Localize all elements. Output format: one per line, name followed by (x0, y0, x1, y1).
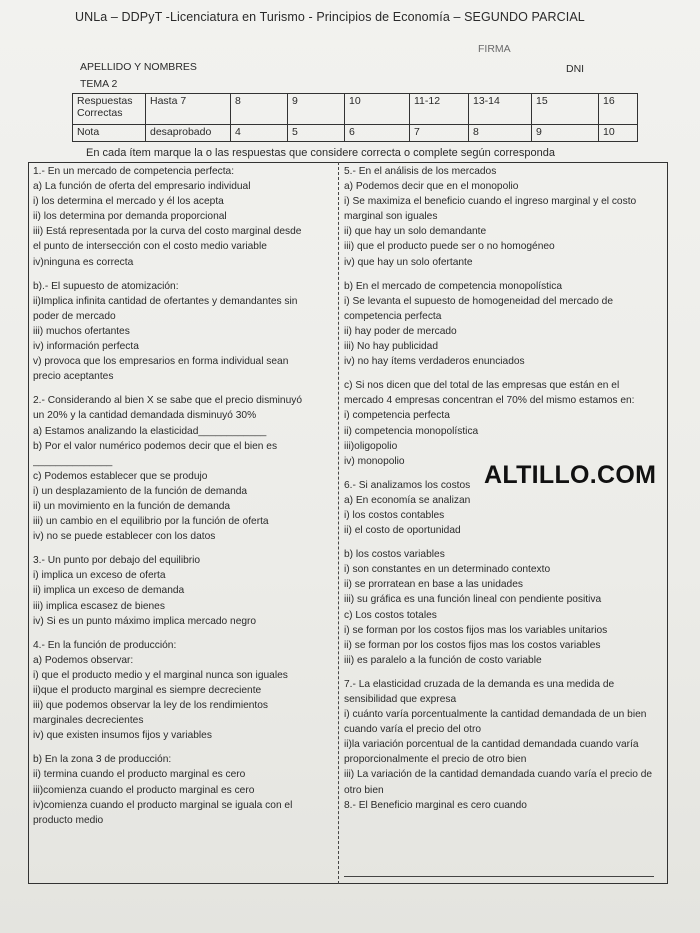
question-line: i) los costos contables (344, 509, 445, 521)
question-line: i) se forman por los costos fijos mas los variables unitarios (344, 624, 608, 636)
grades-cell: 10 (599, 125, 638, 142)
grades-cell: 8 (231, 94, 288, 125)
question-line: i) que el producto medio y el marginal nunca son iguales (33, 669, 288, 681)
question-line: c) Los costos totales (344, 609, 437, 621)
question-line: un 20% y la cantidad demandada disminuyó 30% (33, 410, 257, 422)
question-line: a) Estamos analizando la elasticidad____________ (33, 425, 267, 437)
question-line: otro bien (344, 784, 384, 796)
grades-cell: 5 (288, 125, 345, 142)
question-line: ii) el costo de oportunidad (344, 525, 461, 537)
grades-cell: 10 (345, 94, 410, 125)
dni-label: DNI (566, 63, 585, 75)
spacer (33, 384, 337, 393)
question-line: iii) que el producto puede ser o no homogéneo (344, 241, 555, 253)
grades-cell: desaprobado (146, 125, 231, 142)
spacer (344, 538, 662, 547)
question-line: ii) termina cuando el producto marginal es cero (33, 769, 246, 781)
question-line: ii) implica un exceso de demanda (33, 585, 185, 597)
question-line: ii) hay poder de mercado (344, 325, 457, 337)
question-line: competencia perfecta (344, 310, 442, 322)
question-line: iv) que existen insumos fijos y variables (33, 730, 212, 742)
question-line: ii)que el producto marginal es siempre decreciente (33, 685, 262, 696)
question-line: b) En el mercado de competencia monopolística (344, 280, 563, 292)
question-line: iii) su gráfica es una función lineal con pendiente positiva (344, 594, 602, 606)
grades-table (72, 93, 638, 142)
grades-cell: Nota (73, 125, 146, 142)
grades-cell: 4 (231, 125, 288, 142)
question-line: v) provoca que los empresarios en forma individual sean (33, 356, 289, 368)
question-line: iii) La variación de la cantidad demandada cuando varía el precio de (344, 769, 653, 781)
question-line: b) En la zona 3 de producción: (33, 754, 172, 766)
question-line: iv) información perfecta (33, 341, 139, 353)
question-line: ii) se forman por los costos fijos mas los costos variables (344, 639, 601, 651)
question-line: 5.- En el análisis de los mercados (344, 166, 497, 177)
question-line: cuando varía el precio del otro (344, 724, 482, 736)
question-line: iv) no hay ítems verdaderos enunciados (344, 356, 525, 368)
question-line: 4.- En la función de producción: (33, 639, 177, 651)
question-line: iv) que hay un solo ofertante (344, 256, 473, 268)
question-line: i) cuánto varía porcentualmente la cantidad demandada de un bien (344, 709, 647, 721)
spacer (33, 743, 337, 752)
question-line: iv)comienza cuando el producto marginal se iguala con el (33, 799, 293, 811)
grades-row-nota (73, 125, 638, 142)
question-line: marginal son iguales (344, 211, 438, 223)
question-line: iii) muchos ofertantes (33, 325, 130, 337)
question-line: i) un desplazamiento de la función de demanda (33, 485, 248, 497)
instructions-text: En cada ítem marque la o las respuestas que considere correcta o complete según corresponda (86, 147, 555, 159)
question-line: marginales decrecientes (33, 715, 144, 727)
question-line: iii) un cambio en el equilibrio por la función de oferta (33, 516, 269, 528)
grades-cell: 13-14 (469, 94, 532, 125)
grades-cell: 8 (469, 125, 532, 142)
question-line: precio aceptantes (33, 371, 114, 383)
question-line: 1.- En un mercado de competencia perfecta: (33, 166, 235, 177)
question-line: a) Podemos observar: (33, 654, 134, 666)
grades-cell: 7 (410, 125, 469, 142)
grades-cell: Respuestas Correctas (73, 94, 146, 125)
question-line: c) Podemos establecer que se produjo (33, 470, 208, 482)
question-line: b) los costos variables (344, 549, 445, 561)
question-line: ii) los determina por demanda proporcional (33, 211, 227, 223)
question-line: iii) No hay publicidad (344, 341, 439, 353)
question-line: ii)Implica infinita cantidad de ofertantes y demandantes sin (33, 295, 298, 307)
question-line: ii) un movimiento en la función de demanda (33, 500, 231, 512)
questions-left-column (33, 164, 337, 828)
question-line: mercado 4 empresas concentran el 70% del mismo estamos en: (344, 395, 635, 407)
question-line: a) En economía se analizan (344, 494, 471, 506)
question-line: 3.- Un punto por debajo del equilibrio (33, 555, 201, 567)
question-line: 8.- El Beneficio marginal es cero cuando (344, 799, 527, 811)
grades-cell: Hasta 7 (146, 94, 231, 125)
firma-label: FIRMA (478, 43, 511, 55)
answer-line (344, 876, 654, 877)
question-line: i) los determina el mercado y él los acepta (33, 196, 224, 208)
question-line: iii) implica escasez de bienes (33, 600, 165, 612)
spacer (344, 270, 662, 279)
question-line: iii) es paralelo a la función de costo variable (344, 654, 542, 666)
question-line: poder de mercado (33, 310, 116, 322)
question-line: a) La función de oferta del empresario individual (33, 181, 251, 193)
question-line: iii) Está representada por la curva del costo marginal desde (33, 226, 302, 238)
question-line: ii)la variación porcentual de la cantidad demandada cuando varía (344, 739, 639, 751)
grades-cell: 11-12 (410, 94, 469, 125)
question-line: 2.- Considerando al bien X se sabe que el precio disminuyó (33, 395, 302, 407)
question-line: i) implica un exceso de oferta (33, 570, 166, 582)
question-line: iii)oligopolio (344, 440, 398, 452)
question-line: producto medio (33, 814, 104, 826)
grades-cell: 9 (288, 94, 345, 125)
question-line: iii) que podemos observar la ley de los rendimientos (33, 700, 268, 712)
grades-row-correct (73, 94, 638, 125)
grades-cell: 9 (532, 125, 599, 142)
question-line: el punto de intersección con el costo medio variable (33, 241, 267, 253)
question-line: 7.- La elasticidad cruzada de la demanda es una medida de (344, 678, 615, 690)
watermark-logo: ALTILLO.COM (484, 461, 657, 489)
question-line: i) competencia perfecta (344, 410, 450, 422)
question-line: iv) monopolio (344, 455, 405, 467)
question-line: iii)comienza cuando el producto marginal es cero (33, 784, 255, 796)
question-line: i) Se levanta el supuesto de homogeneidad del mercado de (344, 295, 614, 307)
question-line: iv) no se puede establecer con los datos (33, 531, 216, 543)
grades-cell: 6 (345, 125, 410, 142)
question-line: ii) que hay un solo demandante (344, 226, 487, 238)
question-line: ii) se prorratean en base a las unidades (344, 579, 523, 591)
question-line: b).- El supuesto de atomización: (33, 280, 179, 292)
exam-header-title: UNLa – DDPyT -Licenciatura en Turismo - Principios de Economía – SEGUNDO PARCIAL (75, 10, 585, 24)
question-line: c) Si nos dicen que del total de las empresas que están en el (344, 380, 620, 392)
spacer (344, 369, 662, 378)
tema-label: TEMA 2 (80, 78, 118, 90)
question-line: iv)ninguna es correcta (33, 256, 134, 268)
spacer (33, 629, 337, 638)
question-line: i) son constantes en un determinado contexto (344, 564, 551, 576)
question-line: b) Por el valor numérico podemos decir que el bien es (33, 440, 278, 452)
apellido-label: APELLIDO Y NOMBRES (80, 61, 197, 73)
spacer (344, 668, 662, 677)
question-line: i) Se maximiza el beneficio cuando el ingreso marginal y el costo (344, 196, 637, 208)
spacer (33, 270, 337, 279)
spacer (33, 544, 337, 553)
question-line: 6.- Si analizamos los costos (344, 479, 471, 491)
question-line: proporcionalmente el precio de otro bien (344, 754, 527, 766)
grades-cell: 16 (599, 94, 638, 125)
grades-cell: 15 (532, 94, 599, 125)
question-line: ______________ (33, 455, 113, 467)
question-line: iv) Si es un punto máximo implica mercado negro (33, 615, 257, 627)
column-divider (338, 162, 339, 884)
question-line: sensibilidad que expresa (344, 694, 457, 705)
question-line: ii) competencia monopolística (344, 425, 479, 437)
question-line: a) Podemos decir que en el monopolio (344, 181, 519, 193)
